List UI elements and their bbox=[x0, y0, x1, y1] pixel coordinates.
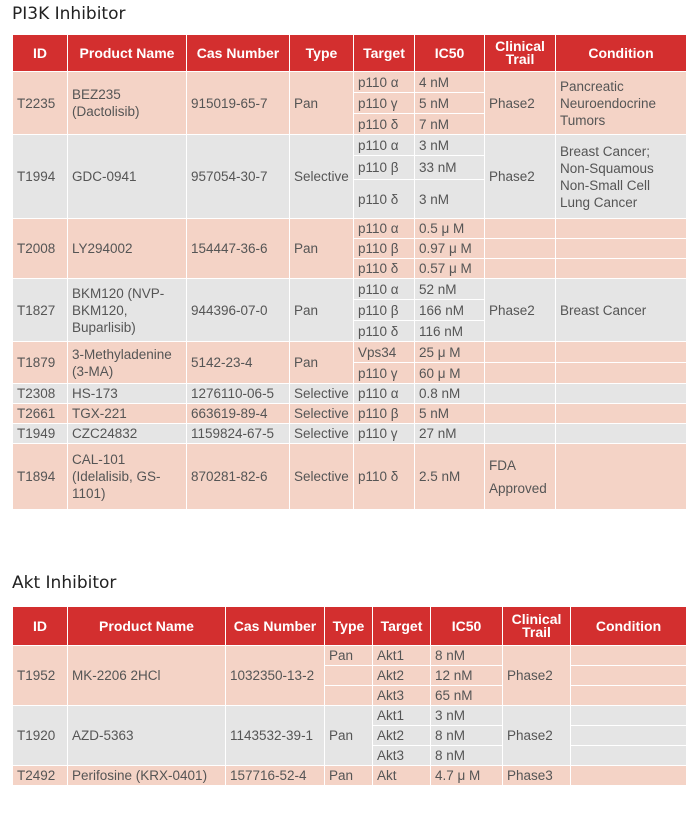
cell-id: T1952 bbox=[13, 646, 68, 706]
cell-product: BEZ235 (Dactolisib) bbox=[68, 72, 187, 135]
cell-condition bbox=[571, 646, 687, 666]
cell-product: 3-Methyladenine (3-MA) bbox=[68, 342, 187, 384]
cell-type: Selective bbox=[290, 384, 354, 404]
cell-condition bbox=[556, 239, 687, 259]
cell-id: T2308 bbox=[13, 384, 68, 404]
cell-type: Selective bbox=[290, 424, 354, 444]
cell-cas: 944396-07-0 bbox=[187, 279, 290, 342]
cell-target: p110 β bbox=[354, 156, 415, 180]
cell-target: Vps34 bbox=[354, 342, 415, 363]
table-row bbox=[13, 706, 687, 726]
cell-target: p110 δ bbox=[354, 444, 415, 510]
akt-header-row bbox=[13, 607, 687, 646]
cell-target: p110 β bbox=[354, 404, 415, 424]
col-header-condition: Condition bbox=[571, 607, 687, 646]
cell-type: Selective bbox=[290, 135, 354, 219]
cell-cas: 1159824-67-5 bbox=[187, 424, 290, 444]
cell-target: p110 α bbox=[354, 135, 415, 156]
cell-ic50: 4.7 μ M bbox=[431, 766, 503, 786]
cell-ic50: 3 nM bbox=[415, 135, 485, 156]
col-header-product: Product Name bbox=[68, 35, 187, 72]
cell-product: BKM120 (NVP-BKM120, Buparlisib) bbox=[68, 279, 187, 342]
cell-cas: 1143532-39-1 bbox=[226, 706, 325, 766]
cell-ic50: 8 nM bbox=[431, 746, 503, 766]
col-header-type: Type bbox=[325, 607, 373, 646]
cell-condition: Pancreatic Neuroendocrine Tumors bbox=[556, 72, 687, 135]
cell-product: GDC-0941 bbox=[68, 135, 187, 219]
cell-trail: Phase2 bbox=[503, 706, 571, 766]
cell-type bbox=[325, 666, 373, 686]
akt-inhibitor-table bbox=[12, 606, 687, 786]
cell-condition bbox=[571, 686, 687, 706]
cell-trail: Phase2 bbox=[485, 135, 556, 219]
cell-target: Akt2 bbox=[373, 666, 431, 686]
cell-target: p110 α bbox=[354, 219, 415, 239]
col-header-condition: Condition bbox=[556, 35, 687, 72]
col-header-ic50: IC50 bbox=[415, 35, 485, 72]
cell-target: Akt bbox=[373, 766, 431, 786]
pi3k-section-title: PI3K Inhibitor bbox=[12, 4, 126, 24]
cell-condition bbox=[571, 746, 687, 766]
cell-ic50: 0.8 nM bbox=[415, 384, 485, 404]
cell-cas: 1276110-06-5 bbox=[187, 384, 290, 404]
cell-type: Pan bbox=[290, 72, 354, 135]
cell-trail bbox=[485, 404, 556, 424]
cell-condition bbox=[556, 444, 687, 510]
cell-ic50: 166 nM bbox=[415, 300, 485, 321]
cell-target: Akt1 bbox=[373, 706, 431, 726]
cell-type: Selective bbox=[290, 404, 354, 424]
cell-trail bbox=[485, 219, 556, 239]
cell-trail bbox=[485, 342, 556, 363]
cell-type: Pan bbox=[325, 766, 373, 786]
cell-ic50: 7 nM bbox=[415, 114, 485, 135]
cell-target: p110 β bbox=[354, 300, 415, 321]
cell-ic50: 4 nM bbox=[415, 72, 485, 93]
cell-condition: Breast Cancer; Non-Squamous Non-Small Cell Lung Cancer bbox=[556, 135, 687, 219]
cell-cas: 957054-30-7 bbox=[187, 135, 290, 219]
cell-condition bbox=[571, 726, 687, 746]
table-row bbox=[13, 766, 687, 786]
cell-ic50: 27 nM bbox=[415, 424, 485, 444]
cell-target: p110 γ bbox=[354, 363, 415, 384]
cell-ic50: 116 nM bbox=[415, 321, 485, 342]
col-header-product: Product Name bbox=[68, 607, 226, 646]
col-header-cas: Cas Number bbox=[226, 607, 325, 646]
cell-target: Akt2 bbox=[373, 726, 431, 746]
cell-ic50: 25 μ M bbox=[415, 342, 485, 363]
cell-ic50: 3 nM bbox=[415, 180, 485, 219]
cell-product: Perifosine (KRX-0401) bbox=[68, 766, 226, 786]
cell-trail bbox=[485, 384, 556, 404]
cell-condition bbox=[571, 666, 687, 686]
table-row bbox=[13, 219, 687, 239]
cell-target: p110 α bbox=[354, 279, 415, 300]
table-row bbox=[13, 342, 687, 363]
table-row bbox=[13, 646, 687, 666]
col-header-type: Type bbox=[290, 35, 354, 72]
cell-ic50: 0.97 μ M bbox=[415, 239, 485, 259]
cell-condition bbox=[571, 766, 687, 786]
cell-trail: Phase2 bbox=[503, 646, 571, 706]
cell-trail bbox=[485, 363, 556, 384]
col-header-trail: Clinical Trail bbox=[485, 35, 556, 72]
cell-ic50: 8 nM bbox=[431, 646, 503, 666]
akt-section-title: Akt Inhibitor bbox=[12, 573, 117, 593]
cell-cas: 157716-52-4 bbox=[226, 766, 325, 786]
cell-cas: 915019-65-7 bbox=[187, 72, 290, 135]
col-header-ic50: IC50 bbox=[431, 607, 503, 646]
cell-condition bbox=[556, 342, 687, 363]
table-row bbox=[13, 424, 687, 444]
cell-type bbox=[325, 686, 373, 706]
cell-id: T2661 bbox=[13, 404, 68, 424]
pi3k-header-row bbox=[13, 35, 687, 72]
cell-condition bbox=[556, 363, 687, 384]
cell-type: Pan bbox=[290, 279, 354, 342]
cell-cas: 5142-23-4 bbox=[187, 342, 290, 384]
cell-product: AZD-5363 bbox=[68, 706, 226, 766]
cell-ic50: 65 nM bbox=[431, 686, 503, 706]
cell-ic50: 2.5 nM bbox=[415, 444, 485, 510]
cell-target: p110 δ bbox=[354, 180, 415, 219]
cell-ic50: 5 nM bbox=[415, 404, 485, 424]
table-row bbox=[13, 135, 687, 156]
col-header-target: Target bbox=[354, 35, 415, 72]
table-row bbox=[13, 279, 687, 300]
cell-target: Akt3 bbox=[373, 746, 431, 766]
cell-target: p110 δ bbox=[354, 114, 415, 135]
cell-ic50: 3 nM bbox=[431, 706, 503, 726]
cell-condition: Breast Cancer bbox=[556, 279, 687, 342]
cell-target: p110 α bbox=[354, 384, 415, 404]
cell-target: Akt3 bbox=[373, 686, 431, 706]
pi3k-inhibitor-table bbox=[12, 34, 687, 510]
cell-ic50: 33 nM bbox=[415, 156, 485, 180]
cell-trail: Phase2 bbox=[485, 72, 556, 135]
cell-type: Pan bbox=[290, 342, 354, 384]
cell-target: Akt1 bbox=[373, 646, 431, 666]
cell-type: Selective bbox=[290, 444, 354, 510]
cell-id: T1994 bbox=[13, 135, 68, 219]
cell-product: CAL-101 (Idelalisib, GS-1101) bbox=[68, 444, 187, 510]
cell-trail bbox=[485, 259, 556, 279]
cell-id: T2235 bbox=[13, 72, 68, 135]
cell-ic50: 60 μ M bbox=[415, 363, 485, 384]
cell-id: T1920 bbox=[13, 706, 68, 766]
cell-condition bbox=[556, 384, 687, 404]
cell-id: T2492 bbox=[13, 766, 68, 786]
table-row bbox=[13, 384, 687, 404]
cell-product: TGX-221 bbox=[68, 404, 187, 424]
cell-condition bbox=[556, 259, 687, 279]
cell-condition bbox=[556, 404, 687, 424]
cell-condition bbox=[571, 706, 687, 726]
cell-condition bbox=[556, 424, 687, 444]
cell-trail: Phase3 bbox=[503, 766, 571, 786]
cell-target: p110 γ bbox=[354, 93, 415, 114]
cell-cas: 1032350-13-2 bbox=[226, 646, 325, 706]
cell-target: p110 δ bbox=[354, 259, 415, 279]
cell-target: p110 α bbox=[354, 72, 415, 93]
cell-ic50: 0.5 μ M bbox=[415, 219, 485, 239]
cell-ic50: 12 nM bbox=[431, 666, 503, 686]
cell-id: T1894 bbox=[13, 444, 68, 510]
cell-id: T1879 bbox=[13, 342, 68, 384]
cell-target: p110 δ bbox=[354, 321, 415, 342]
cell-id: T1827 bbox=[13, 279, 68, 342]
table-row bbox=[13, 404, 687, 424]
table-row bbox=[13, 72, 687, 93]
cell-id: T2008 bbox=[13, 219, 68, 279]
cell-trail: FDA Approved bbox=[485, 444, 556, 510]
cell-target: p110 β bbox=[354, 239, 415, 259]
cell-type: Pan bbox=[325, 646, 373, 666]
cell-trail bbox=[485, 424, 556, 444]
cell-cas: 154447-36-6 bbox=[187, 219, 290, 279]
col-header-id: ID bbox=[13, 607, 68, 646]
cell-type: Pan bbox=[290, 219, 354, 279]
cell-ic50: 5 nM bbox=[415, 93, 485, 114]
col-header-id: ID bbox=[13, 35, 68, 72]
cell-cas: 663619-89-4 bbox=[187, 404, 290, 424]
cell-condition bbox=[556, 219, 687, 239]
cell-ic50: 52 nM bbox=[415, 279, 485, 300]
cell-product: LY294002 bbox=[68, 219, 187, 279]
cell-product: HS-173 bbox=[68, 384, 187, 404]
col-header-trail: Clinical Trail bbox=[503, 607, 571, 646]
cell-ic50: 8 nM bbox=[431, 726, 503, 746]
cell-id: T1949 bbox=[13, 424, 68, 444]
cell-target: p110 γ bbox=[354, 424, 415, 444]
cell-ic50: 0.57 μ M bbox=[415, 259, 485, 279]
cell-product: CZC24832 bbox=[68, 424, 187, 444]
table-row bbox=[13, 444, 687, 510]
col-header-target: Target bbox=[373, 607, 431, 646]
cell-trail: Phase2 bbox=[485, 279, 556, 342]
col-header-cas: Cas Number bbox=[187, 35, 290, 72]
cell-trail bbox=[485, 239, 556, 259]
cell-type: Pan bbox=[325, 706, 373, 766]
cell-product: MK-2206 2HCl bbox=[68, 646, 226, 706]
cell-cas: 870281-82-6 bbox=[187, 444, 290, 510]
